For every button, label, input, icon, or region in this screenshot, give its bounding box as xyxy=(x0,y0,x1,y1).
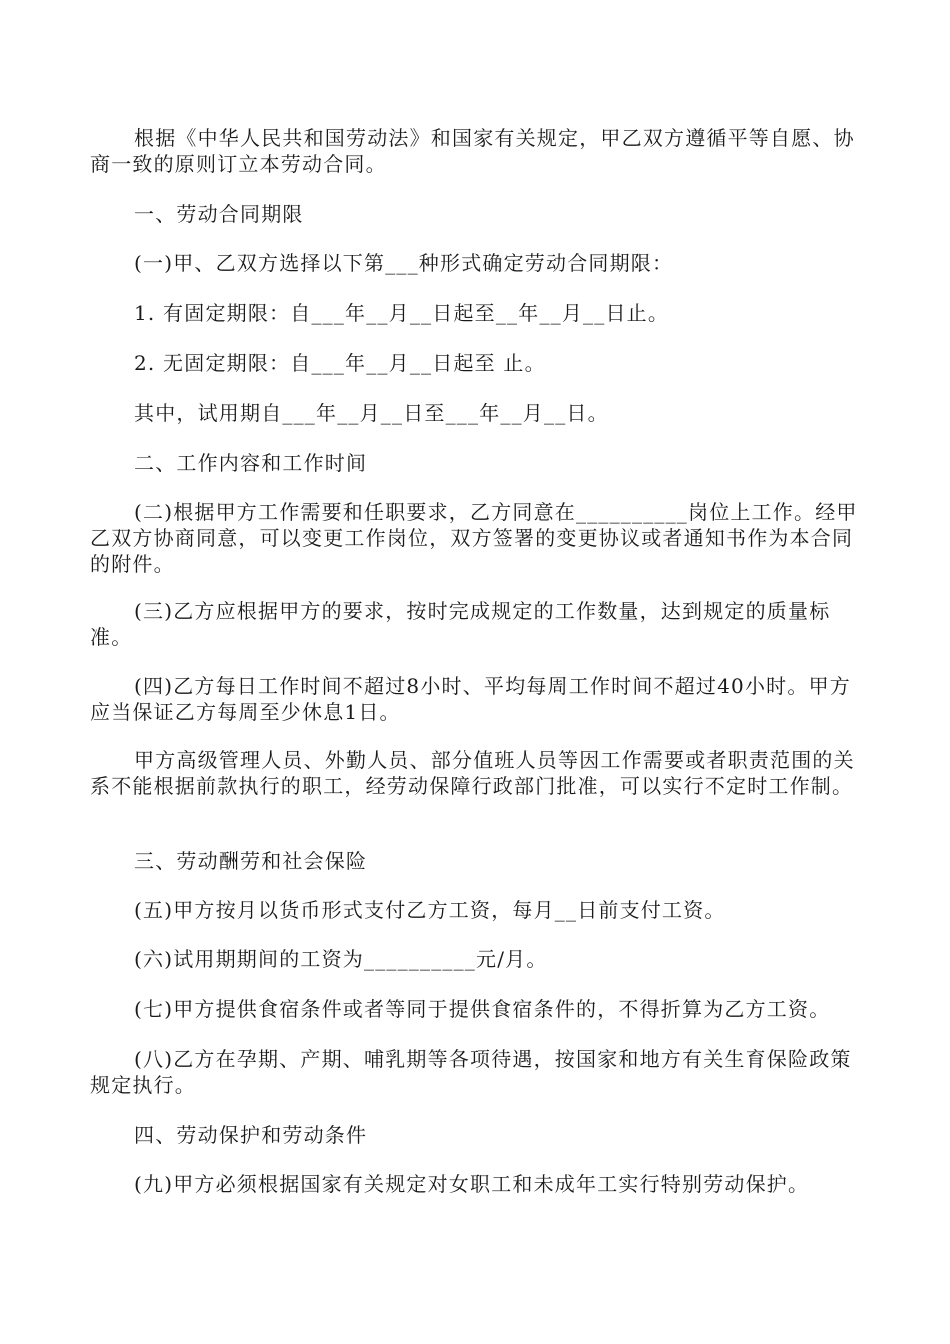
clause-3: (三)乙方应根据甲方的要求，按时完成规定的工作数量，达到规定的质量标准。 xyxy=(90,599,831,649)
clause-8: (八)乙方在孕期、产期、哺乳期等各项待遇，按国家和地方有关生育保险政策规定执行。 xyxy=(90,1047,852,1097)
clause-6: (六)试用期期间的工资为__________元/月。 xyxy=(134,947,548,971)
clause-1-option-1: 1. 有固定期限：自___年__月__日起至__年__月__日止。 xyxy=(134,301,670,325)
section-heading-4: 四、劳动保护和劳动条件 xyxy=(134,1123,368,1147)
section-heading-2: 二、工作内容和工作时间 xyxy=(134,451,368,475)
clause-7: (七)甲方提供食宿条件或者等同于提供食宿条件的，不得折算为乙方工资。 xyxy=(134,997,831,1021)
section-heading-3: 三、劳动酬劳和社会保险 xyxy=(134,849,368,873)
section-heading-1: 一、劳动合同期限 xyxy=(134,202,304,226)
clause-9: (九)甲方必须根据国家有关规定对女职工和未成年工实行特别劳动保护。 xyxy=(134,1172,810,1196)
paragraph-preamble: 根据《中华人民共和国劳动法》和国家有关规定，甲乙双方遵循平等自愿、协商一致的原则订立本劳动合同。 xyxy=(90,126,855,176)
probation-period: 其中，试用期自___年__月__日至___年__月__日。 xyxy=(134,401,609,425)
clause-5: (五)甲方按月以货币形式支付乙方工资，每月__日前支付工资。 xyxy=(134,898,726,922)
clause-2: (二)根据甲方工作需要和任职要求，乙方同意在__________岗位上工作。经甲乙双方协商同意，可以变更工作岗位，双方签署的变更协议或者通知书作为本合同的附件。 xyxy=(90,500,858,576)
clause-4: (四)乙方每日工作时间不超过8小时、平均每周工作时间不超过40小时。甲方应当保证乙方每周至少休息1日。 xyxy=(90,674,851,724)
clause-1: (一)甲、乙双方选择以下第___种形式确定劳动合同期限： xyxy=(134,251,674,275)
clause-1-option-2: 2. 无固定期限：自___年__月__日起至 止。 xyxy=(134,351,546,375)
clause-4-supplement: 甲方高级管理人员、外勤人员、部分值班人员等因工作需要或者职责范围的关系不能根据前款执行的职工，经劳动保障行政部门批准，可以实行不定时工作制。 xyxy=(90,748,855,798)
